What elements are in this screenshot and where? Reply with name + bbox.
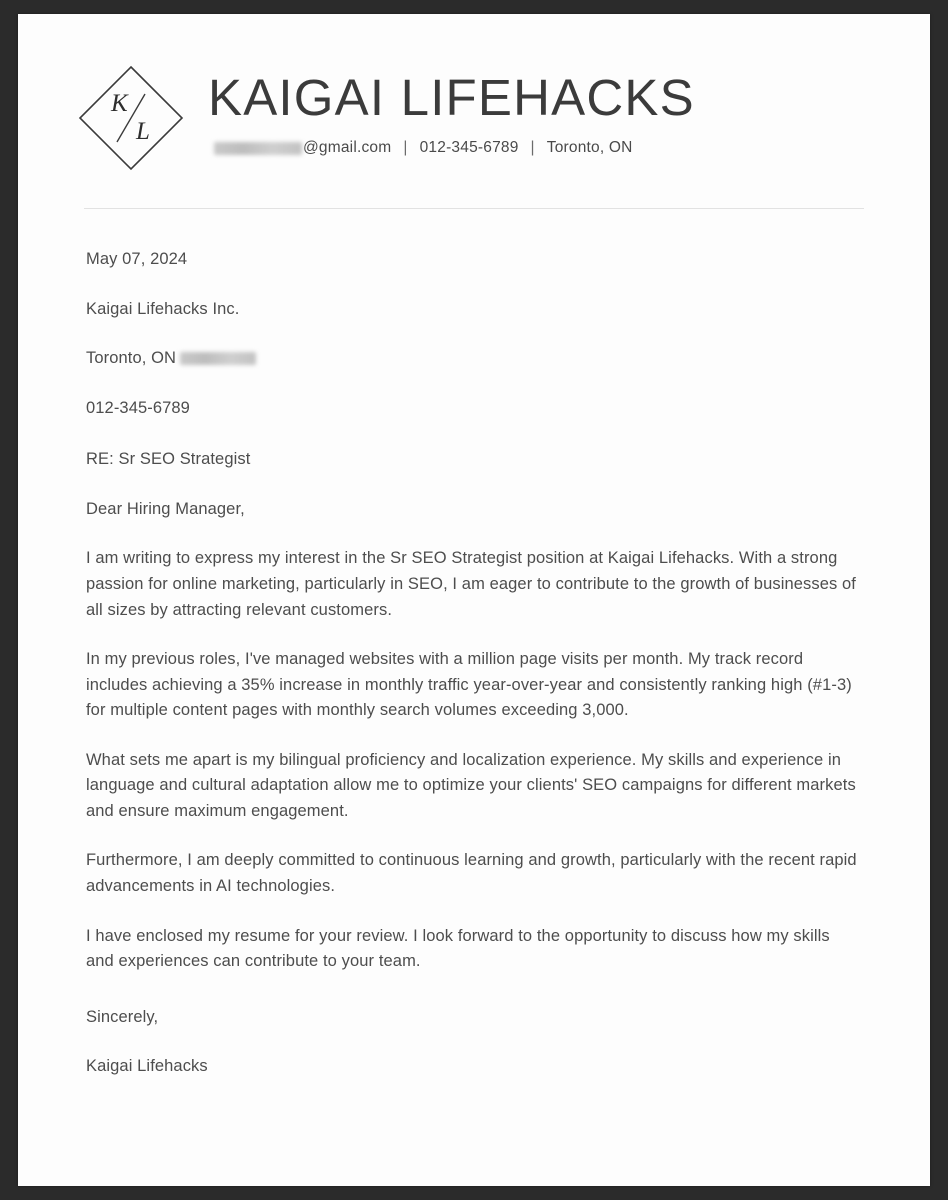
- letter-signature-block: [86, 1005, 862, 1080]
- contact-separator-2: |: [530, 139, 535, 157]
- email-domain: @gmail.com: [303, 139, 392, 157]
- location: Toronto, ON: [546, 139, 633, 157]
- page-title: KAIGAI LIFEHACKS: [208, 69, 695, 126]
- letter-paragraph-3: What sets me apart is my bilingual proficiency and localization experience. My skills and experience in language and cultural adaptation allow me to optimize your clients' SEO campaigns for different markets and ensure maximum engagement.: [86, 750, 856, 820]
- document-page: [18, 14, 930, 1186]
- letter-paragraph-1: I am writing to express my interest in the Sr SEO Strategist position at Kaigai Lifehacks. With a strong passion for online marketing, particularly in SEO, I am eager to contribute to the growth of businesses of all sizes by attracting relevant customers.: [86, 549, 856, 619]
- letter-subject: RE: Sr SEO Strategist: [86, 450, 251, 469]
- recipient-city: Toronto, ON: [86, 349, 177, 368]
- postal-code-redacted: [180, 352, 256, 365]
- contact-line: [208, 139, 880, 157]
- letter-closing: Sincerely,: [86, 1007, 159, 1026]
- letter-paragraph-5: I have enclosed my resume for your review. I look forward to the opportunity to discuss how my skills and experiences can contribute to your team.: [86, 926, 830, 971]
- email-redacted: [214, 142, 302, 155]
- recipient-company: Kaigai Lifehacks Inc.: [86, 299, 240, 318]
- recipient-phone: 012-345-6789: [86, 398, 190, 417]
- letterhead: [68, 14, 880, 174]
- letter-paragraph-4: Furthermore, I am deeply committed to continuous learning and growth, particularly with the recent rapid advancements in AI technologies.: [86, 851, 857, 895]
- phone-number: 012-345-6789: [419, 139, 519, 157]
- letter-salutation: Dear Hiring Manager,: [86, 499, 245, 518]
- contact-separator-1: |: [403, 139, 408, 157]
- recipient-city-line: [86, 346, 862, 372]
- letterhead-text: [194, 58, 880, 157]
- logo-container: [68, 58, 194, 174]
- letter-date: May 07, 2024: [86, 250, 188, 268]
- monogram-letter-k: K: [111, 90, 128, 117]
- letter-body: [68, 247, 880, 1080]
- letter-signature: Kaigai Lifehacks: [86, 1057, 208, 1076]
- letter-paragraph-2: In my previous roles, I've managed websites with a million page visits per month. My track record includes achieving a 35% increase in monthly traffic year-over-year and consistently ranking high (#1-3) for multiple content pages with monthly search volumes exceeding 3,000.: [86, 650, 852, 720]
- diamond-monogram-icon: [75, 62, 187, 174]
- header-divider: [84, 208, 864, 209]
- page-inner: [18, 14, 930, 1186]
- monogram-letter-l: L: [136, 118, 150, 145]
- recipient-address: [86, 297, 862, 422]
